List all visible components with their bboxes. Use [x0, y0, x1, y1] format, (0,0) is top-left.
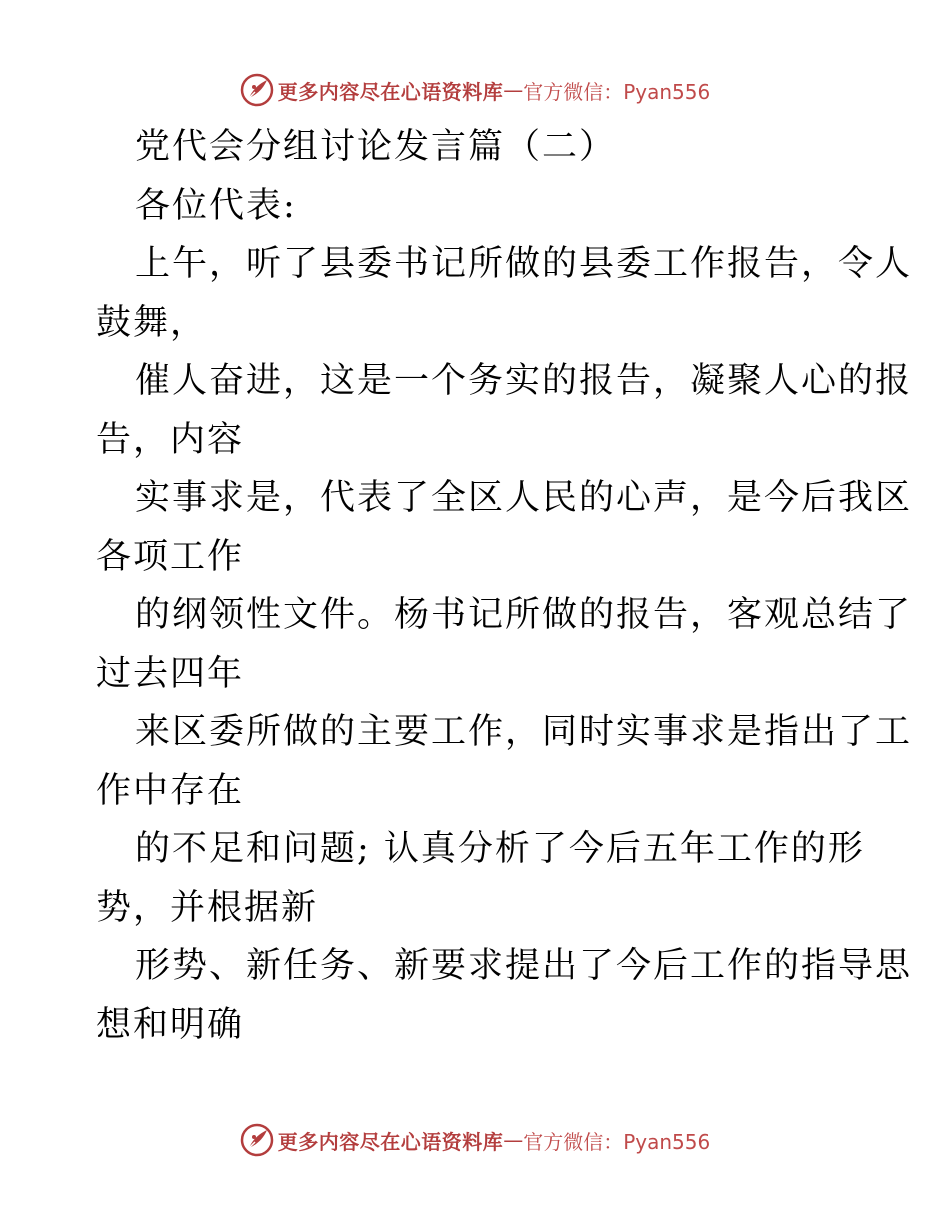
document-body: [96, 118, 913, 1054]
salutation: 各位代表:: [135, 185, 297, 226]
text-line: 想和明确: [96, 1004, 245, 1045]
text-line: 势，并根据新: [96, 887, 319, 928]
text-line: 各项工作: [96, 536, 245, 577]
banner-separator: —: [503, 78, 524, 102]
footer-banner: [0, 1118, 950, 1162]
text-line: 鼓舞，: [96, 302, 208, 343]
text-line: 上午，听了县委书记所做的县委工作报告，令人: [135, 244, 913, 284]
quill-logo-icon: [240, 1123, 274, 1157]
text-line: 来区委所做的主要工作，同时实事求是指出了工: [135, 712, 913, 752]
banner-separator: —: [503, 1128, 524, 1152]
banner-wechat: 官方微信：Pyan556: [523, 79, 711, 104]
banner-text: 更多内容尽在心语资料库: [277, 1129, 504, 1154]
text-line: 过去四年: [96, 653, 245, 694]
text-line: 的不足和问题; 认真分析了今后五年工作的形: [135, 829, 865, 869]
quill-logo-icon: [240, 73, 274, 107]
text-line: 形势、新任务、新要求提出了今后工作的指导思: [135, 946, 913, 986]
text-line: 实事求是，代表了全区人民的心声，是今后我区: [135, 478, 913, 518]
text-line: 催人奋进，这是一个务实的报告，凝聚人心的报: [135, 361, 913, 401]
header-banner: [0, 68, 950, 112]
text-line: 作中存在: [96, 770, 245, 811]
banner-wechat: 官方微信：Pyan556: [523, 1129, 711, 1154]
text-line: 告，内容: [96, 419, 245, 460]
banner-text: 更多内容尽在心语资料库: [277, 79, 504, 104]
document-title: 党代会分组讨论发言篇（二）: [135, 127, 617, 167]
text-line: 的纲领性文件。杨书记所做的报告，客观总结了: [135, 595, 913, 635]
